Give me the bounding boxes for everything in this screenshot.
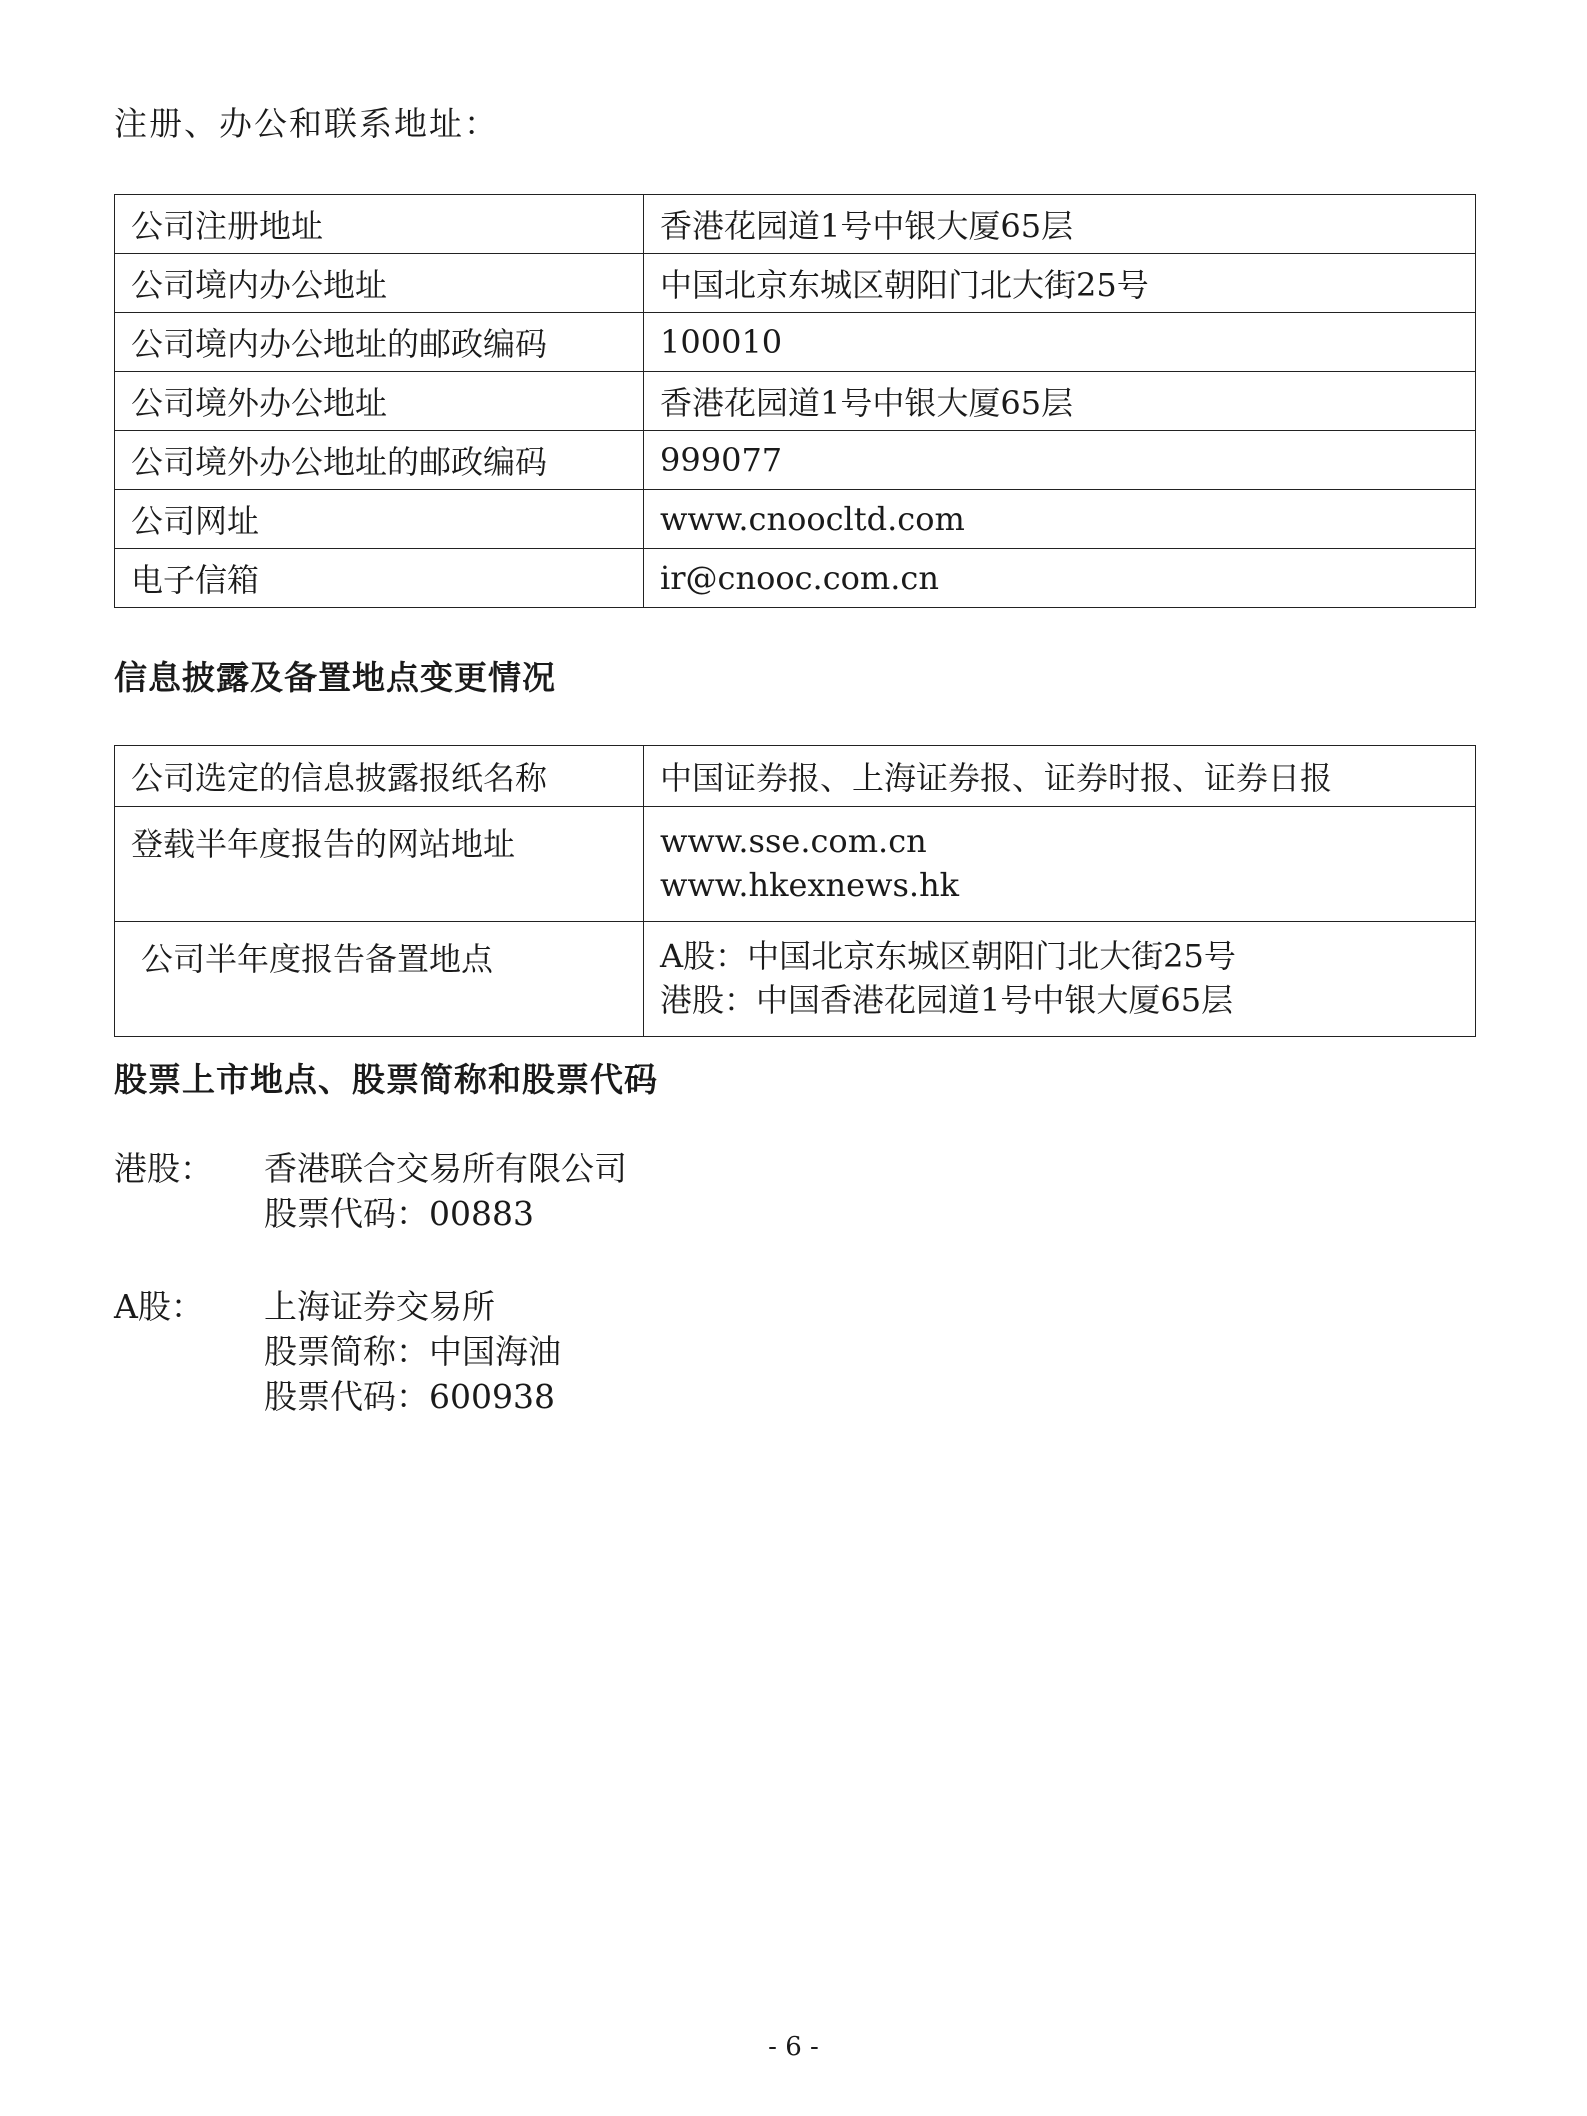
row-label: 公司注册地址 [115,195,644,254]
row-value [644,807,1476,922]
a-share-location: A股：中国北京东城区朝阳门北大街25号 [660,937,1236,975]
row-value: 中国北京东城区朝阳门北大街25号 [644,254,1476,313]
table-row [115,807,1476,922]
listing-label: A股： [114,1287,204,1326]
row-label: 公司半年度报告备置地点 [115,922,644,1037]
email-link[interactable]: ir@cnooc.com.cn [644,549,1476,608]
row-value: 100010 [644,313,1476,372]
website-link[interactable]: www.cnoocltd.com [644,490,1476,549]
table-row [115,922,1476,1037]
row-value: 香港花园道1号中银大厦65层 [644,195,1476,254]
disclosure-table [114,745,1476,1037]
row-label: 公司选定的信息披露报纸名称 [115,746,644,807]
row-label: 电子信箱 [115,549,644,608]
row-label: 公司境外办公地址的邮政编码 [115,431,644,490]
address-table [114,194,1476,608]
table-row [115,549,1476,608]
listing-label: 港股： [114,1149,213,1188]
section-title-addresses: 注册、办公和联系地址： [114,104,499,143]
table-row [115,313,1476,372]
stock-code: 股票代码：00883 [264,1194,534,1233]
exchange-name: 香港联合交易所有限公司 [264,1149,627,1188]
table-row [115,254,1476,313]
listing-values [264,1284,561,1419]
website-link-hkex[interactable]: www.hkexnews.hk [660,866,960,904]
row-label: 公司网址 [115,490,644,549]
table-row [115,195,1476,254]
exchange-name: 上海证券交易所 [264,1287,495,1326]
row-label: 公司境内办公地址 [115,254,644,313]
row-label: 登载半年度报告的网站地址 [115,807,644,922]
table-row [115,372,1476,431]
section-title-listing: 股票上市地点、股票简称和股票代码 [114,1060,658,1099]
row-value: 香港花园道1号中银大厦65层 [644,372,1476,431]
website-link-sse[interactable]: www.sse.com.cn [660,822,927,860]
page-number: - 6 - [768,2032,819,2062]
listing-values [264,1146,627,1236]
stock-code: 股票代码：600938 [264,1377,555,1416]
row-value: 中国证券报、上海证券报、证券时报、证券日报 [644,746,1476,807]
row-label: 公司境外办公地址 [115,372,644,431]
h-share-location: 港股：中国香港花园道1号中银大厦65层 [660,981,1234,1019]
row-value: 999077 [644,431,1476,490]
table-row [115,490,1476,549]
table-row [115,431,1476,490]
section-title-disclosure: 信息披露及备置地点变更情况 [114,658,556,697]
stock-short-name: 股票简称：中国海油 [264,1332,561,1371]
row-value [644,922,1476,1037]
row-label: 公司境内办公地址的邮政编码 [115,313,644,372]
table-row [115,746,1476,807]
